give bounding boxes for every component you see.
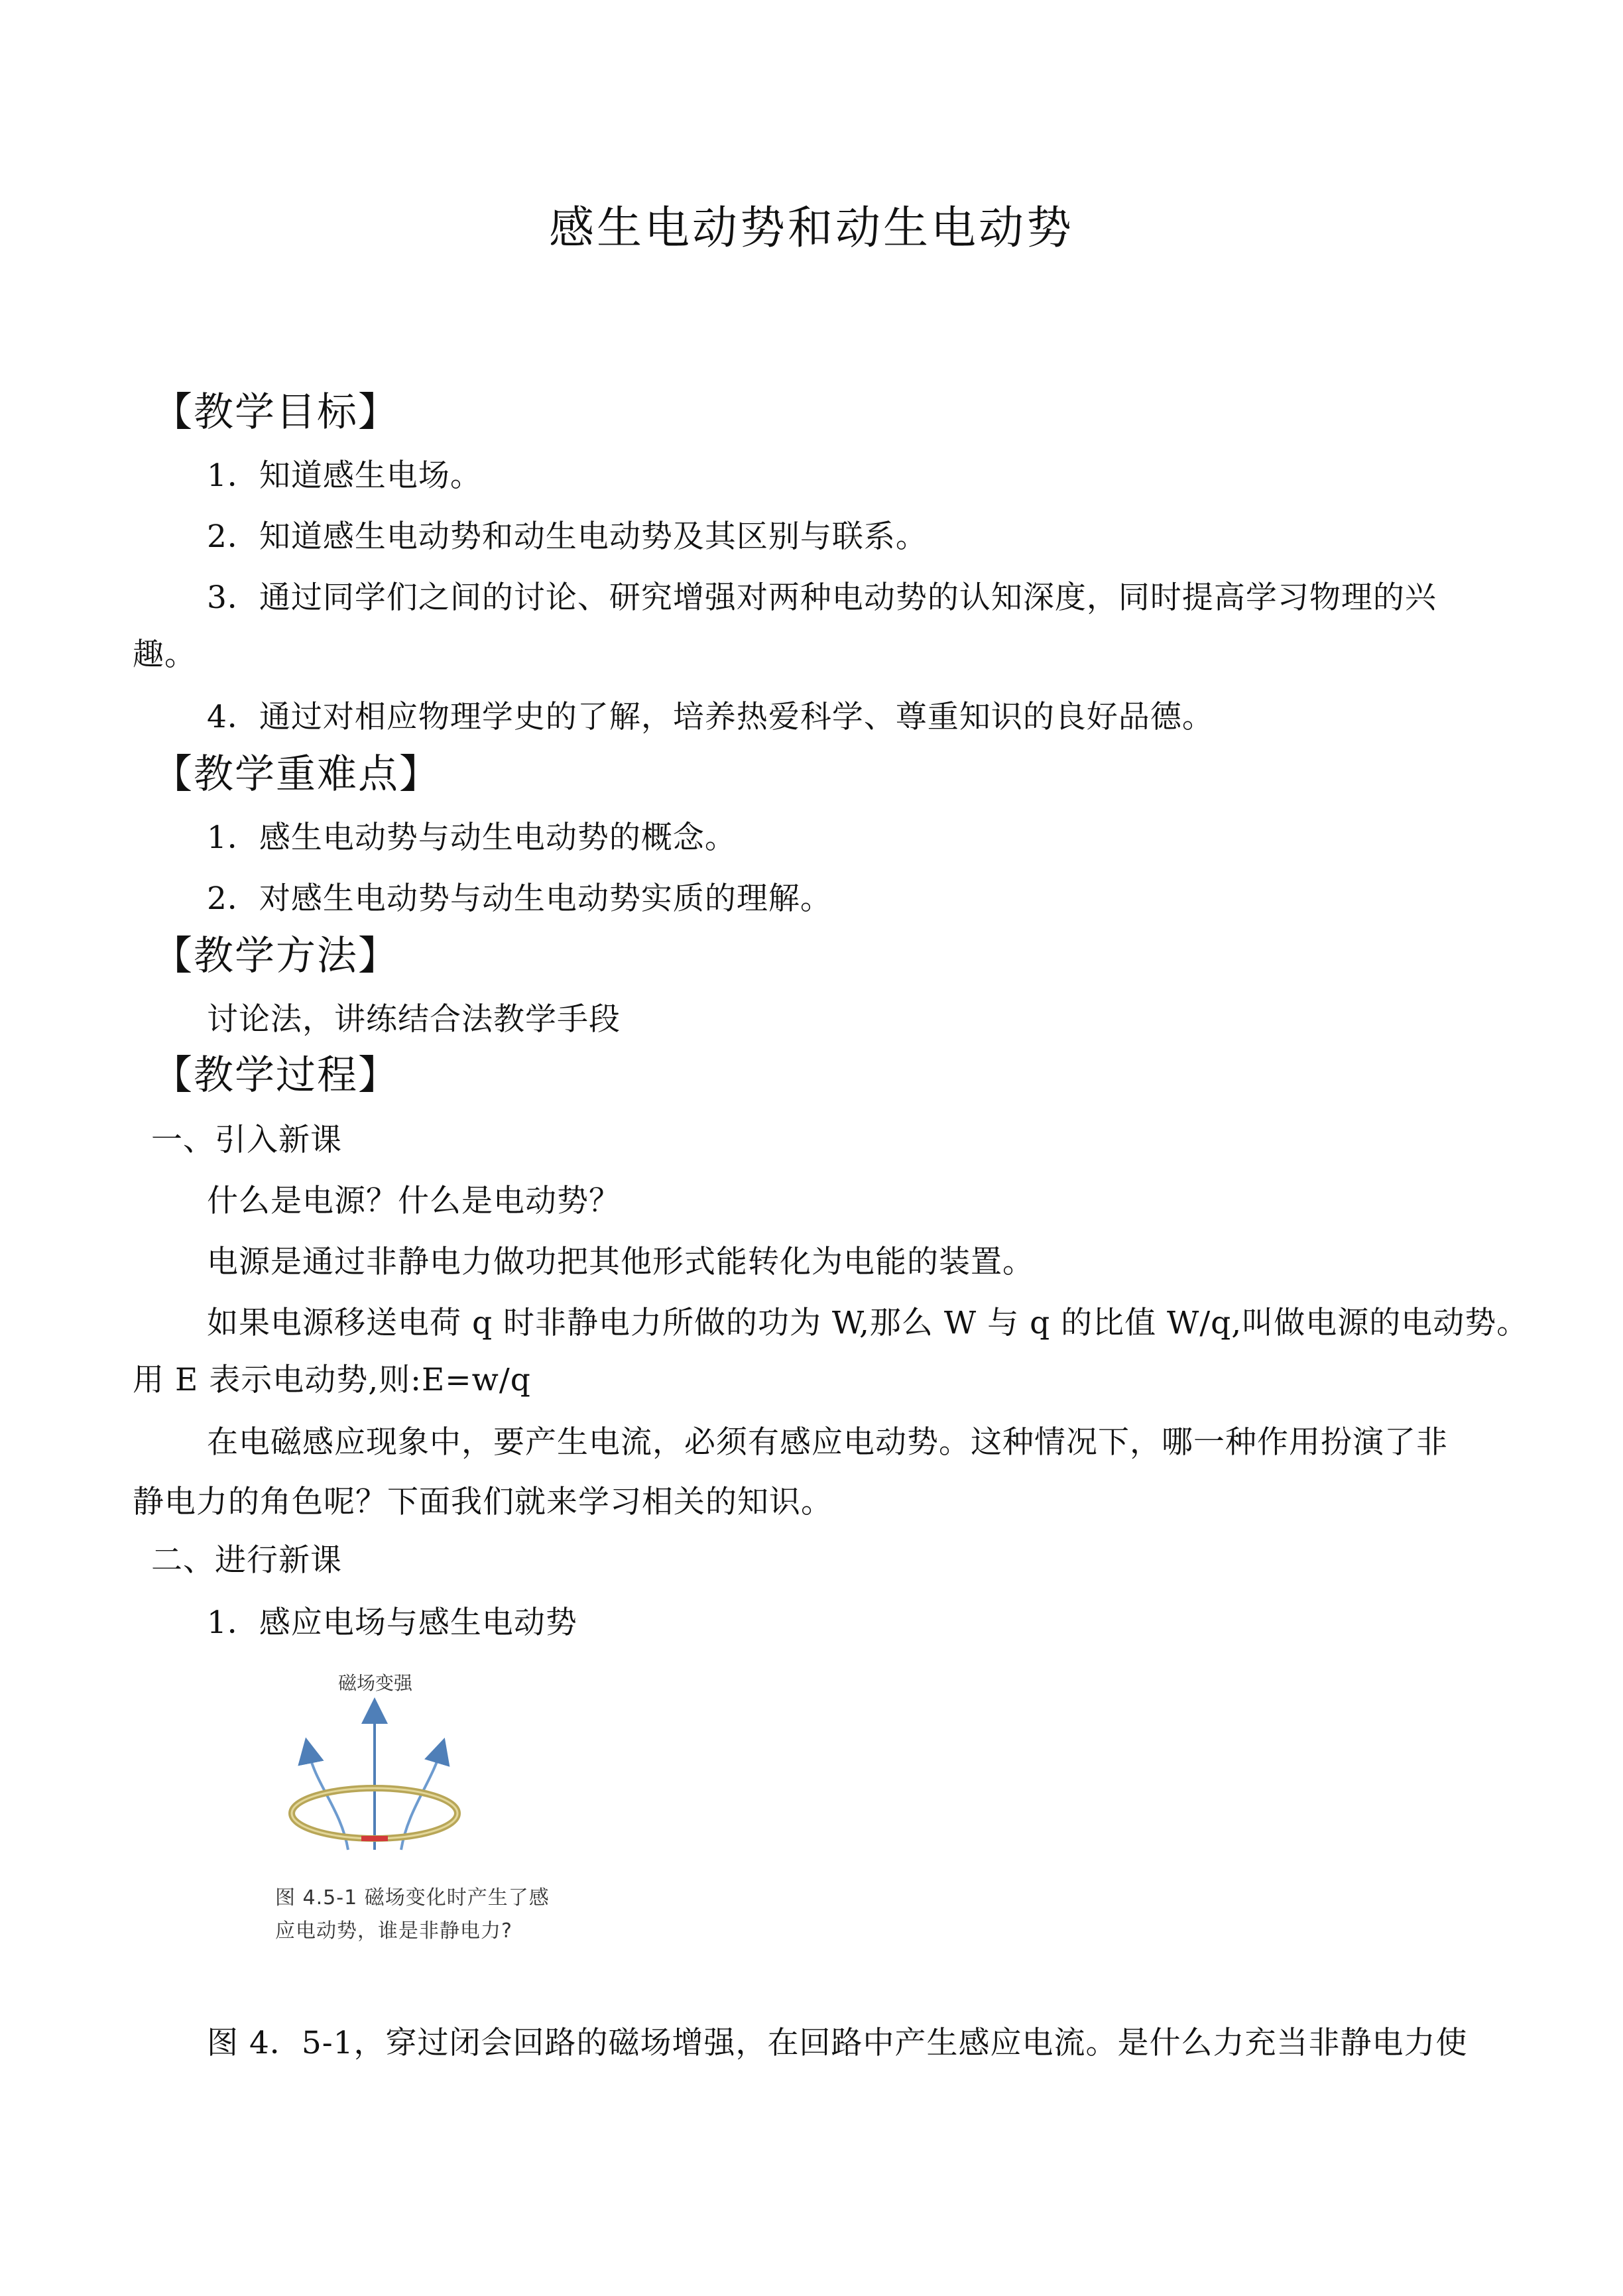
section-1-title: 一、引入新课 — [151, 1122, 342, 1158]
objective-item-3: 3．通过同学们之间的讨论、研究增强对两种电动势的认知深度，同时提高学习物理的兴 — [207, 579, 1437, 616]
paragraph-2: 电源是通过非静电力做功把其他形式能转化为电能的装置。 — [207, 1244, 1034, 1280]
ring-diagram — [275, 1651, 527, 1883]
figure-caption-line-2: 应电动势，谁是非静电力? — [275, 1919, 512, 1943]
objective-item-3-cont: 趣。 — [133, 636, 196, 673]
paragraph-1: 什么是电源？什么是电动势？ — [207, 1183, 621, 1219]
paragraph-5: 图 4．5-1，穿过闭会回路的磁场增强，在回路中产生感应电流。是什么力充当非静电力使 — [207, 2025, 1468, 2061]
objective-item-1: 1．知道感生电场。 — [207, 457, 482, 494]
objectives-heading: 【教学目标】 — [152, 389, 399, 436]
figure-caption-line-1: 图 4.5-1 磁场变化时产生了感 — [275, 1886, 550, 1909]
key-points-heading: 【教学重难点】 — [152, 751, 440, 798]
paragraph-4-line-1: 在电磁感应现象中，要产生电流，必须有感应电动势。这种情况下，哪一种作用扮演了非 — [207, 1424, 1448, 1461]
paragraph-3-line-1: 如果电源移送电荷 q 时非静电力所做的功为 W,那么 W 与 q 的比值 W/q,叫做电源的电动势。 — [207, 1305, 1529, 1341]
key-point-item-1: 1．感生电动势与动生电动势的概念。 — [207, 819, 737, 856]
section-2-title: 二、进行新课 — [151, 1542, 342, 1579]
document-title: 感生电动势和动生电动势 — [548, 202, 1074, 255]
figure-top-label: 磁场变强 — [338, 1672, 413, 1694]
objective-item-2: 2．知道感生电动势和动生电动势及其区别与联系。 — [207, 518, 928, 555]
paragraph-4-line-2: 静电力的角色呢？下面我们就来学习相关的知识。 — [133, 1484, 833, 1520]
paragraph-3-line-2: 用 E 表示电动势,则:E=w/q — [133, 1362, 531, 1398]
key-point-item-2: 2．对感生电动势与动生电动势实质的理解。 — [207, 880, 832, 917]
methods-heading: 【教学方法】 — [152, 933, 399, 979]
objective-item-4: 4．通过对相应物理学史的了解，培养热爱科学、尊重知识的良好品德。 — [207, 699, 1214, 735]
methods-text: 讨论法，讲练结合法教学手段 — [207, 1001, 621, 1038]
subsection-1-title: 1．感应电场与感生电动势 — [207, 1604, 577, 1641]
figure-magnetic-field-ring — [275, 1651, 550, 1963]
process-heading: 【教学过程】 — [152, 1052, 399, 1099]
